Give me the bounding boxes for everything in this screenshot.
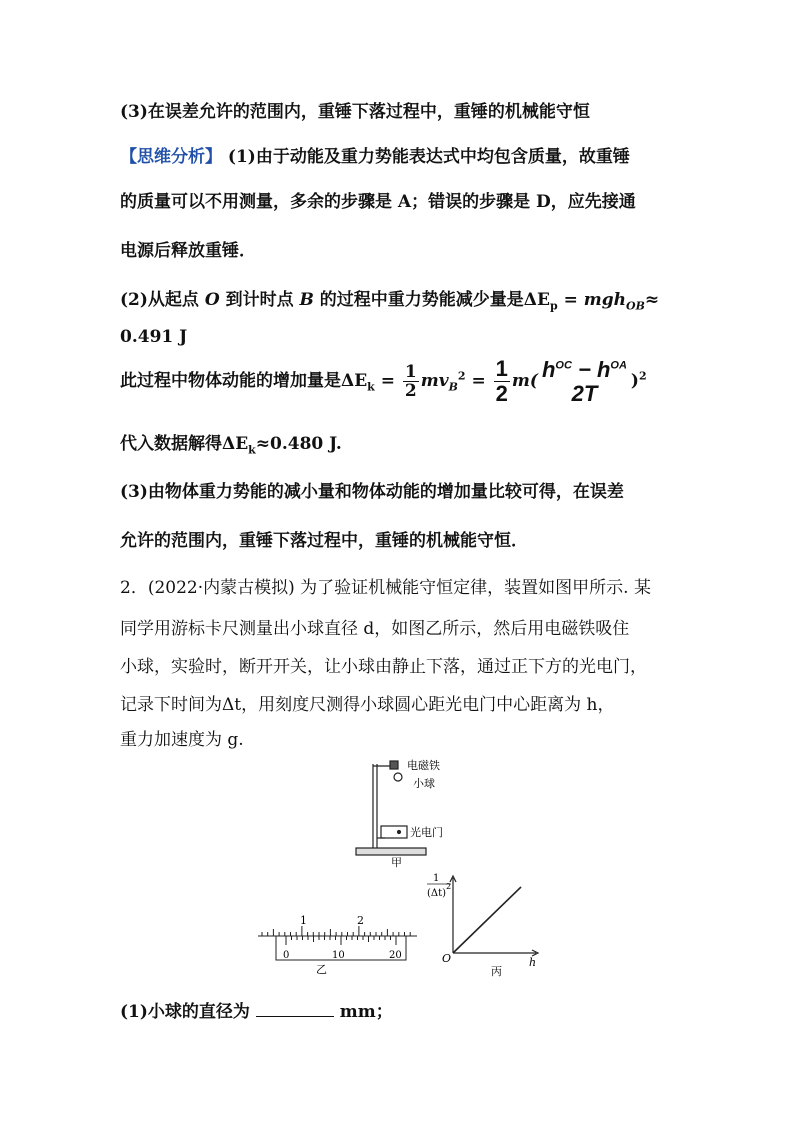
vernier-label-10: 10 [332, 950, 345, 961]
main-scale-label-1: 1 [300, 914, 307, 927]
question-2-line-3: 小球，实验时，断开开关，让小球由静止下落，通过正下方的光电门， [120, 657, 647, 677]
bing-origin: O [442, 952, 452, 965]
question-2-line-2: 同学用游标卡尺测量出小球直径 d，如图乙所示，然后用电磁铁吸住 [120, 619, 630, 639]
bing-ylabel-exp: 2 [446, 882, 452, 891]
question-1-line: (1)小球的直径为 mm； [120, 1002, 393, 1022]
half-fraction: $\frac{1}{2}$ [404, 361, 417, 402]
ball [394, 773, 402, 781]
label-gate: 光电门 [410, 826, 443, 839]
vernier-label-20: 20 [389, 950, 402, 961]
vernier-label-0: 0 [283, 950, 290, 961]
caption-bing: 丙 [491, 965, 502, 978]
bing-xlabel: h [529, 956, 537, 969]
caption-yi: 乙 [316, 963, 327, 976]
answer-blank[interactable] [256, 1002, 334, 1017]
calculation-line: 代入数据解得$\Delta E_k\approx 0.480$ J. [120, 434, 342, 457]
bing-ylabel-num: 1 [433, 873, 440, 884]
potential-energy-line: (2)从起点 O 到计时点 B 的过程中重力势能减少量是$\Delta E_p = mgh_{OB}\approx$ [120, 290, 660, 313]
bing-ylabel-den: (Δt) [427, 888, 447, 899]
caption-jia: 甲 [391, 856, 402, 869]
label-ball: 小球 [413, 777, 435, 790]
main-scale-label-2: 2 [357, 914, 364, 927]
analysis-line-3: 电源后释放重锤． [120, 241, 256, 261]
label-magnet: 电磁铁 [407, 759, 440, 772]
conclusion-line-2: 允许的范围内，重锤下落过程中，重锤的机械能守恒． [120, 531, 528, 551]
question-2-line-5: 重力加速度为 g. [120, 730, 244, 750]
half-fraction-large: $\frac{1}{2}$ [495, 356, 508, 407]
analysis-text-1: (1)由于动能及重力势能表达式中均包含质量，故重锤 [227, 147, 630, 167]
kinetic-energy-line: 此过程中物体动能的增加量是$\Delta E_k$ = $\frac{1}{2}$ $mv_B^2$ = $\frac{1}{2}$ m( $h^{OC} - h^{OA}$ 2T )$^2$ [120, 356, 647, 407]
analysis-line-2: 的质量可以不用测量，多余的步骤是 A；错误的步骤是 D，应先接通 [120, 192, 636, 212]
potential-energy-value: 0.491 J [120, 327, 188, 347]
figure-bing [450, 876, 538, 956]
solution-part3: (3)在误差允许的范围内，重锤下落过程中，重锤的机械能守恒 [120, 102, 590, 122]
analysis-line-1 [120, 142, 630, 167]
question-2-line-4: 记录下时间为Δt，用刻度尺测得小球圆心距光电门中心距离为 h， [120, 695, 615, 715]
question-2-line-1: 2．(2022·内蒙古模拟) 为了验证机械能守恒定律，装置如图甲所示. 某 [120, 578, 651, 598]
analysis-tag: 【思维分析】 [120, 147, 222, 167]
figure-jia [356, 761, 426, 855]
velocity-fraction: $h^{OC} - h^{OA}$ 2T [541, 356, 627, 406]
figure-yi [258, 926, 417, 960]
conclusion-line-1: (3)由物体重力势能的减小量和物体动能的增加量比较可得，在误差 [120, 482, 624, 502]
graph-line [453, 887, 521, 953]
